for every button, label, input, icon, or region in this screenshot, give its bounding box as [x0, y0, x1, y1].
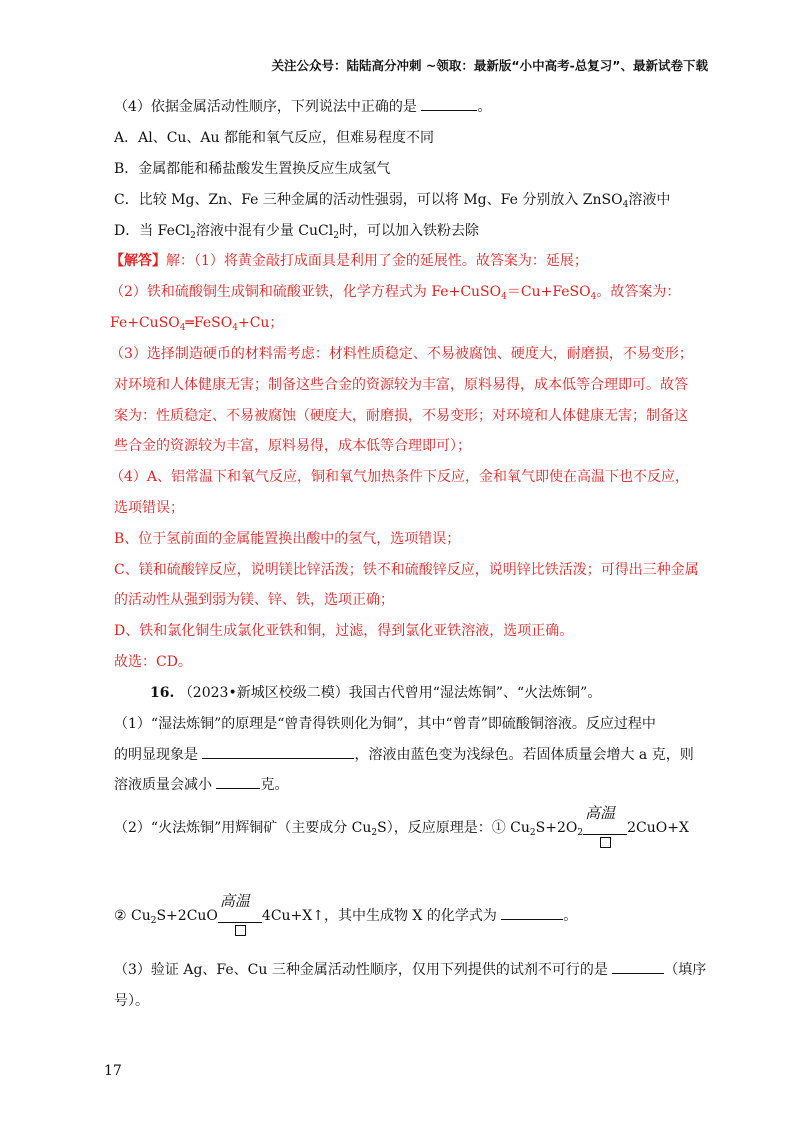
q4-stem: （4）依据金属活动性顺序，下列说法中正确的是 。: [114, 99, 492, 115]
answer-line-4: （3）选择制造硬币的材料需考虑：材料性质稳定、不易被腐蚀、硬度大，耐磨损，不易变形；: [110, 346, 693, 362]
q16-part1-line2: 的明显现象是 ，溶液由蓝色变为浅绿色。若固体质量会增大 a 克，则: [114, 747, 694, 763]
q16-part3-line2: 号）。: [114, 993, 149, 1009]
answer-line-3: Fe+CuSO$_4$═FeSO$_4$+Cu；: [110, 315, 284, 333]
answer-choice: 故选：CD。: [114, 654, 192, 670]
answer-line-6: 案为：性质稳定、不易被腐蚀（硬度大，耐磨损，不易变形；对环境和人体健康无害；制备这: [114, 408, 688, 424]
answer-blank: [612, 961, 664, 974]
answer-blank: [501, 907, 563, 920]
answer-line-1: 【解答】解：（1）将黄金敲打成面具是利用了金的延展性。故答案为：延展；: [110, 253, 588, 269]
option-c: C．比较 Mg、Zn、Fe 三种金属的活动性强弱，可以将 Mg、Fe 分别放入 ZnSO$_4$溶液中: [114, 192, 671, 210]
question-number: 16.: [150, 685, 175, 701]
answer-blank: [421, 98, 477, 111]
answer-blank: [216, 776, 260, 789]
page-header: 关注公众号：陆陆高分冲刺 ~领取：最新版“小中高考-总复习”、最新试卷下载: [271, 58, 708, 73]
q16-part1-line3: 溶液质量会减小 克。: [114, 777, 289, 793]
reaction-condition: 高温: [218, 902, 262, 920]
missing-glyph-box: [600, 837, 611, 848]
page-number: 17: [104, 1063, 122, 1079]
answer-line-7: 些合金的资源较为丰富，原料易得，成本低等合理即可）；: [114, 438, 471, 454]
option-b: B．金属都能和稀盐酸发生置换反应生成氢气: [114, 161, 391, 177]
answer-line-13: D、铁和氯化铜生成氯化亚铁和铜，过滤，得到氯化亚铁溶液，选项正确。: [114, 623, 574, 639]
q16-part2-line2: ② $Cu_2S+2CuO$ 高温 4Cu+X↑，其中生成物 X 的化学式为 。: [114, 902, 577, 925]
q16-part1-line1: （1）“湿法炼铜”的原理是“曾青得铁则化为铜”，其中“曾青”即硫酸铜溶液。反应过程中: [114, 716, 656, 732]
q16-title: 16. （2023•新城区校级二模）我国古代曾用“湿法炼铜”、“火法炼铜”。: [150, 685, 602, 701]
missing-glyph-box: [235, 925, 246, 936]
answer-line-8: （4）A、铝常温下和氧气反应，铜和氧气加热条件下反应，金和氧气即使在高温下也不反应，: [110, 469, 690, 485]
reaction-condition: 高温: [583, 814, 627, 832]
answer-line-11: C、镁和硫酸锌反应，说明镁比锌活泼；铁不和硫酸锌反应，说明锌比铁活泼；可得出三种金属: [114, 562, 699, 578]
q16-part2-line1: （2）“火法炼铜”用辉铜矿（主要成分 $Cu_2S$），反应原理是：① $Cu_2S+2O_2$ 高温 2CuO+X: [114, 814, 689, 837]
option-a: A．Al、Cu、Au 都能和氧气反应，但难易程度不同: [114, 130, 435, 146]
answer-line-12: 的活动性从强到弱为镁、锌、铁，选项正确；: [114, 592, 394, 608]
option-d: D．当 FeCl$_2$溶液中混有少量 CuCl$_2$时，可以加入铁粉去除: [114, 223, 479, 241]
answer-line-2: （2）铁和硫酸铜生成铜和硫酸亚铁，化学方程式为 Fe+CuSO$_4$＝Cu+FeSO$_4$。故答案为：: [110, 284, 681, 302]
answer-line-9: 选项错误；: [114, 500, 184, 516]
answer-blank: [202, 746, 354, 759]
q16-part3-line1: （3）验证 Ag、Fe、Cu 三种金属活动性顺序，仅用下列提供的试剂不可行的是 （填序: [114, 962, 707, 978]
answer-line-5: 对环境和人体健康无害；制备这些合金的资源较为丰富，原料易得，成本低等合理即可。故答: [114, 377, 688, 393]
answer-line-10: B、位于氢前面的金属能置换出酸中的氢气，选项错误；: [114, 531, 461, 547]
answer-tag: 【解答】: [110, 253, 166, 269]
